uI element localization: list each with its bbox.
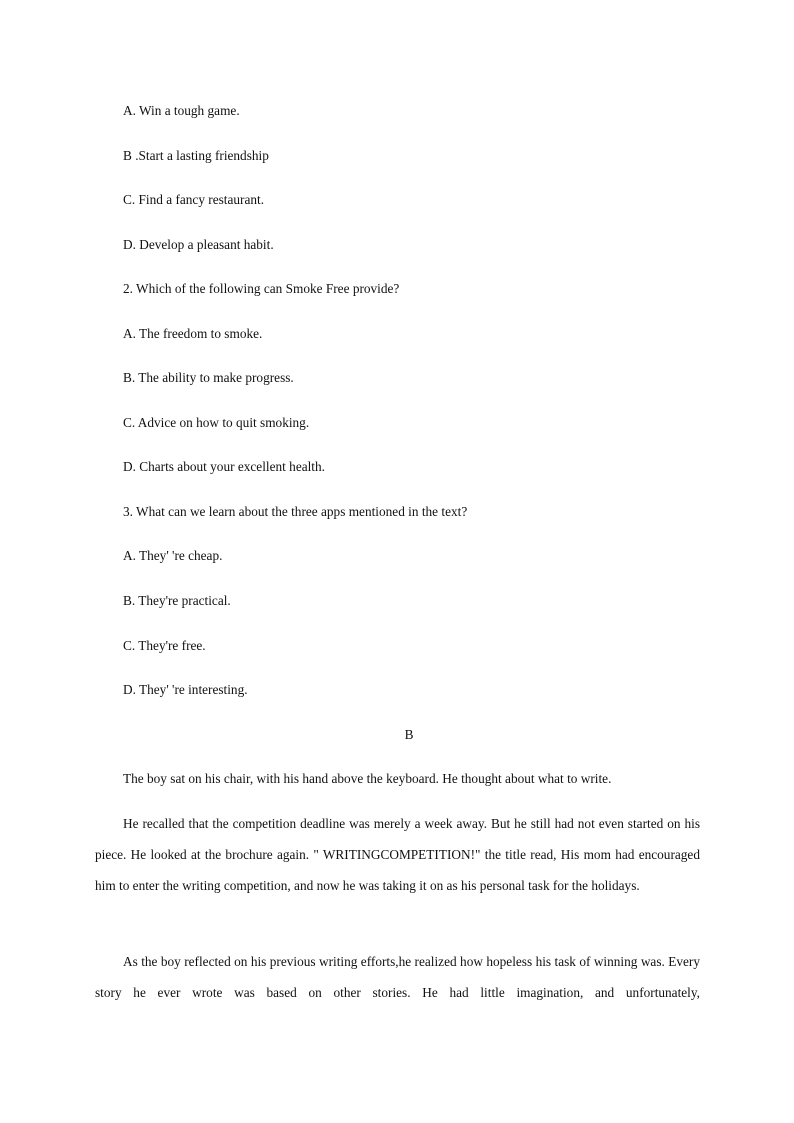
q3-option-d: D. They' 're interesting. <box>123 682 248 697</box>
q1-option-d: D. Develop a pleasant habit. <box>123 237 274 252</box>
q2-option-b: B. The ability to make progress. <box>123 370 294 385</box>
q2-option-a: A. The freedom to smoke. <box>123 326 263 341</box>
passage-paragraph-1: The boy sat on his chair, with his hand above the keyboard. He thought about what to write. <box>123 771 612 786</box>
q1-option-a: A. Win a tough game. <box>123 103 240 118</box>
q3-option-a: A. They' 're cheap. <box>123 548 223 563</box>
q2-question: 2. Which of the following can Smoke Free provide? <box>123 281 400 296</box>
q3-option-c: C. They're free. <box>123 638 206 653</box>
passage-paragraph-2: He recalled that the competition deadline was merely a week away. But he still had not even started on his piece. He looked at the brochure again. " WRITINGCOMPETITION!" the title read, His mom had encouraged him to enter the writing competition, and now he was taking it on as his personal task for the holidays. <box>95 816 700 893</box>
q2-option-d: D. Charts about your excellent health. <box>123 459 325 474</box>
section-label: B <box>404 727 414 742</box>
q1-option-c: C. Find a fancy restaurant. <box>123 192 265 207</box>
q2-option-c: C. Advice on how to quit smoking. <box>123 415 310 430</box>
q3-question: 3. What can we learn about the three apps mentioned in the text? <box>123 504 468 519</box>
passage-paragraph-3: As the boy reflected on his previous writing efforts,he realized how hopeless his task of winning was. Every story he ever wrote was based on other stories. He had little imagination, and unfortunately, <box>95 954 700 1000</box>
q1-option-b: B .Start a lasting friendship <box>123 148 269 163</box>
q3-option-b: B. They're practical. <box>123 593 231 608</box>
